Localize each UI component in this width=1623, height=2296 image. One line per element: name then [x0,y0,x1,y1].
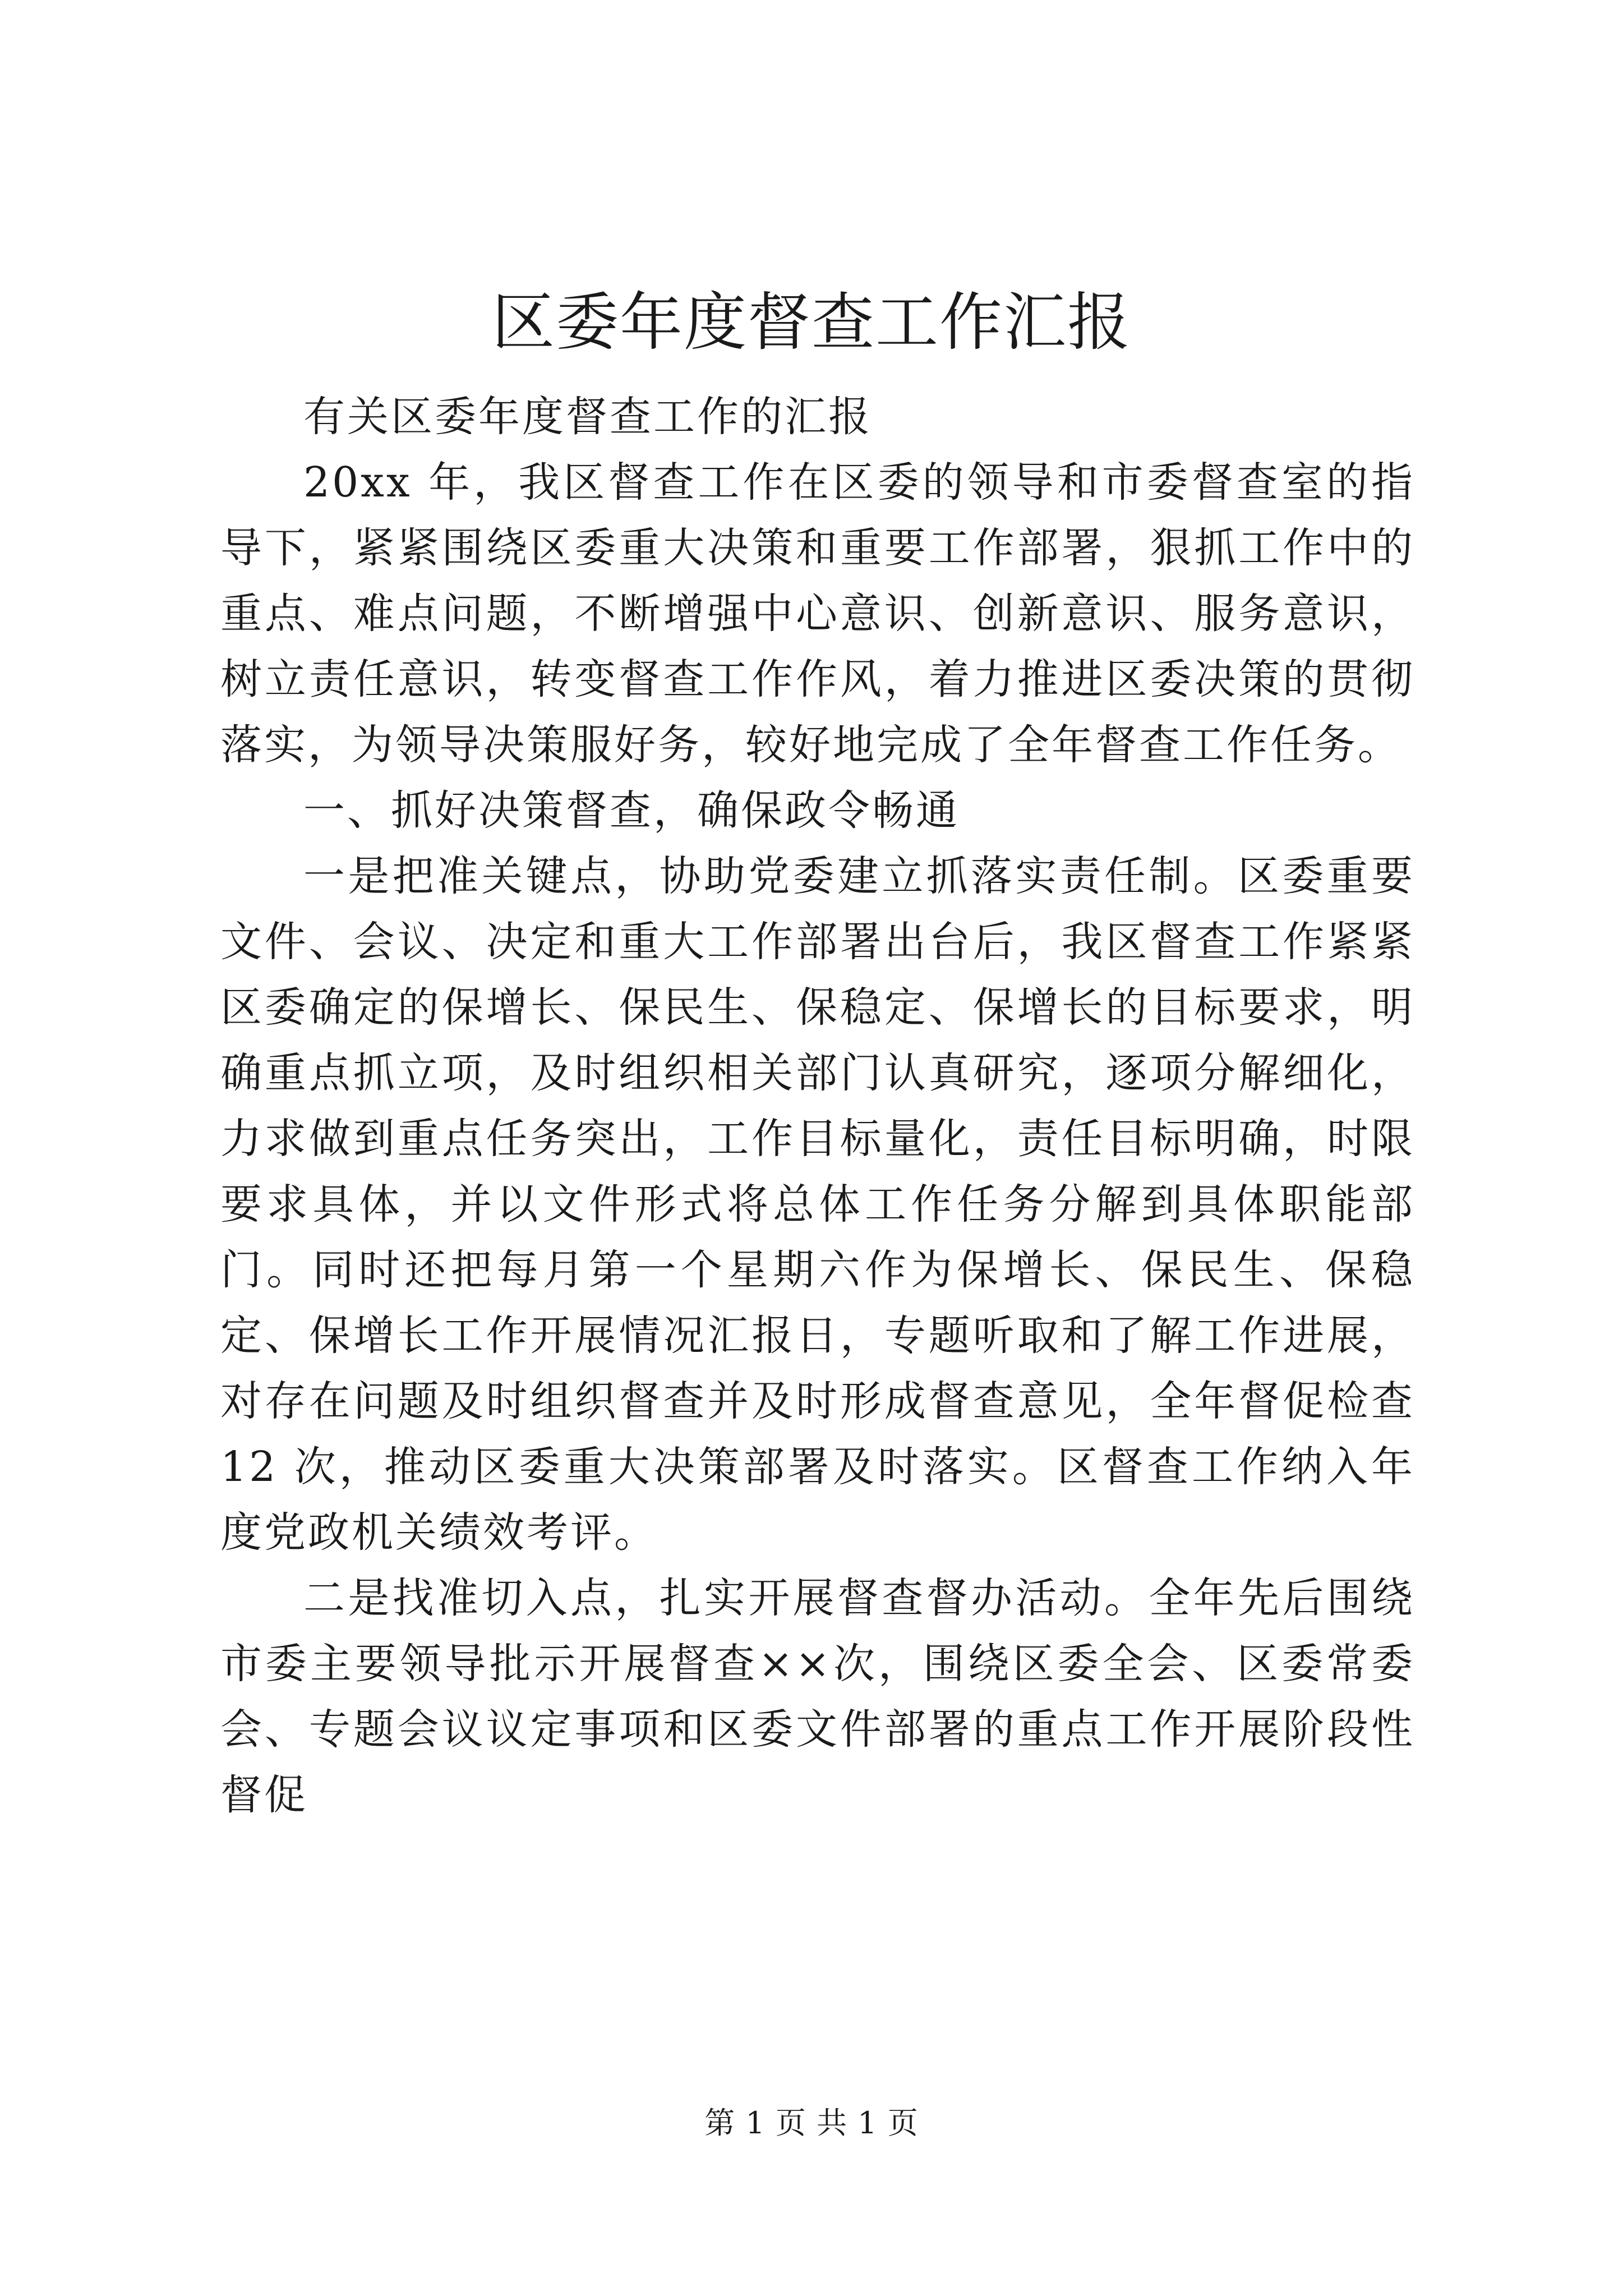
document-body [220,384,1415,1828]
paragraph-point-2: 二是找准切入点，扎实开展督查督办活动。全年先后围绕市委主要领导批示开展督查××次，围绕区委全会、区委常委会、专题会议议定事项和区委文件部署的重点工作开展阶段性督促 [220,1574,1415,1819]
section-heading-1: 一、抓好决策督查，确保政令畅通 [303,786,960,835]
page-footer: 第 1 页 共 1 页 [704,2105,919,2141]
document-subtitle: 有关区委年度督查工作的汇报 [303,393,872,441]
document-title: 区委年度督查工作汇报 [492,286,1131,359]
paragraph-point-1: 一是把准关键点，协助党委建立抓落实责任制。区委重要文件、会议、决定和重大工作部署出台后，我区督查工作紧紧区委确定的保增长、保民生、保稳定、保增长的目标要求，明确重点抓立项，及时组织相关部门认真研究，逐项分解细化，力求做到重点任务突出，工作目标量化，责任目标明确，时限要求具体，并以文件形式将总体工作任务分解到具体职能部门。同时还把每月第一个星期六作为保增长、保民生、保稳定、保增长工作开展情况汇报日，专题听取和了解工作进展，对存在问题及时组织督查并及时形成督查意见，全年督促检查 12 次，推动区委重大决策部署及时落实。区督查工作纳入年度党政机关绩效考评。 [220,852,1415,1557]
paragraph-intro: 20xx 年，我区督查工作在区委的领导和市委督查室的指导下，紧紧围绕区委重大决策和重要工作部署，狠抓工作中的重点、难点问题，不断增强中心意识、创新意识、服务意识，树立责任意识，转变督查工作作风，着力推进区委决策的贯彻落实，为领导决策服好务，较好地完成了全年督查工作任务。 [220,458,1415,769]
